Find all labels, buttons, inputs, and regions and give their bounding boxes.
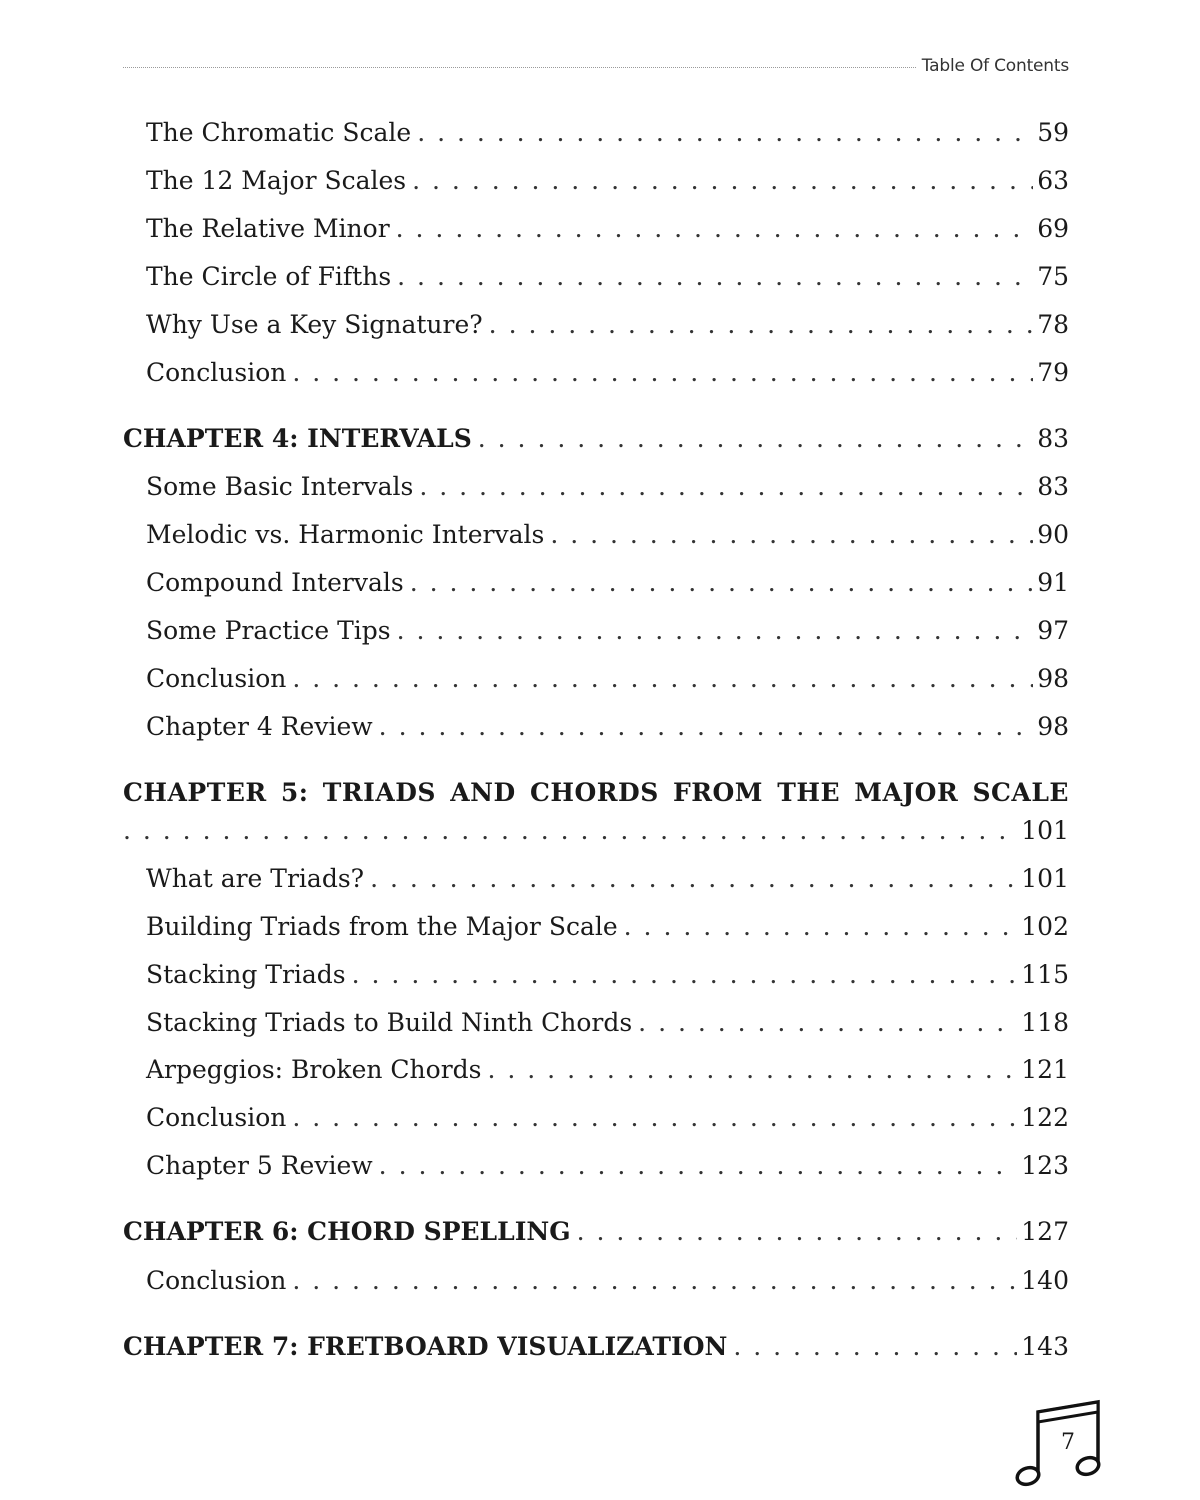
chapter-word: 5:	[280, 778, 309, 807]
chapter-word: AND	[450, 778, 516, 807]
toc-entry-label: Some Practice Tips	[146, 616, 391, 645]
dot-leader	[379, 711, 1034, 743]
toc-entry[interactable]	[146, 663, 1069, 695]
toc-entry-page: 90	[1037, 520, 1069, 549]
toc-entry-label: Why Use a Key Signature?	[146, 310, 483, 339]
toc-entry-page: 78	[1037, 310, 1069, 339]
toc-entry-page: 143	[1021, 1332, 1069, 1361]
toc-entry[interactable]	[146, 117, 1069, 149]
chapter-word: CHAPTER	[123, 778, 267, 807]
toc-entry-label: Chapter 5 Review	[146, 1151, 373, 1180]
dot-leader	[123, 815, 1017, 847]
toc-entry[interactable]	[146, 357, 1069, 389]
toc-entry-label: Melodic vs. Harmonic Intervals	[146, 520, 545, 549]
toc-entry[interactable]	[146, 863, 1069, 895]
toc-entry-label: The Chromatic Scale	[146, 118, 412, 147]
chapter-word: TRIADS	[322, 778, 436, 807]
chapter-word: MAJOR	[854, 778, 959, 807]
toc-entry-page: 115	[1021, 960, 1069, 989]
toc-entry-page: 101	[1021, 864, 1069, 893]
toc-entry[interactable]	[146, 567, 1069, 599]
toc-entry[interactable]	[146, 959, 1069, 991]
toc-entry[interactable]	[146, 615, 1069, 647]
toc-entry-label: The 12 Major Scales	[146, 166, 407, 195]
toc-entry-label: The Circle of Fifths	[146, 262, 392, 291]
dot-leader	[624, 911, 1018, 943]
toc-entry[interactable]	[146, 165, 1069, 197]
toc-chapter-label	[123, 777, 1069, 809]
dot-leader	[292, 357, 1033, 389]
toc-entry[interactable]	[146, 1150, 1069, 1182]
toc-entry-label: The Relative Minor	[146, 214, 390, 243]
toc-entry[interactable]	[146, 1102, 1069, 1134]
toc-entry-page: 123	[1021, 1151, 1069, 1180]
toc-entry-page: 69	[1037, 214, 1069, 243]
dot-leader	[577, 1216, 1018, 1248]
toc-entry-page: 118	[1021, 1008, 1069, 1037]
toc-chapter-label: CHAPTER 7: FRETBOARD VISUALIZATION	[123, 1332, 728, 1361]
toc-entry-label: Some Basic Intervals	[146, 472, 414, 501]
toc-chapter-entry[interactable]	[123, 1331, 1069, 1363]
toc-entry[interactable]	[146, 309, 1069, 341]
toc-chapter-entry[interactable]	[123, 1216, 1069, 1248]
toc-entry-page: 75	[1037, 262, 1069, 291]
toc-entry-page: 83	[1037, 472, 1069, 501]
toc-entry-page: 127	[1021, 1217, 1069, 1246]
toc-entry-page: 101	[1021, 816, 1069, 845]
chapter-word: FROM	[673, 778, 763, 807]
dot-leader	[419, 471, 1033, 503]
dot-leader	[550, 519, 1033, 551]
toc-entry[interactable]	[146, 261, 1069, 293]
toc-entry-page: 83	[1037, 424, 1069, 453]
toc-entry-label: Stacking Triads	[146, 960, 346, 989]
toc-entry[interactable]	[146, 519, 1069, 551]
toc-entry-label: Compound Intervals	[146, 568, 404, 597]
toc-entry-label: Arpeggios: Broken Chords	[146, 1055, 482, 1084]
dot-leader	[733, 1331, 1017, 1363]
toc-entry-label: What are Triads?	[146, 864, 365, 893]
dot-leader	[379, 1150, 1018, 1182]
toc-entry[interactable]	[146, 471, 1069, 503]
chapter-word: CHORDS	[529, 778, 659, 807]
toc-entry-page: 102	[1021, 912, 1069, 941]
toc-chapter-label: CHAPTER 4: INTERVALS	[123, 424, 472, 453]
toc-entry-label: Stacking Triads to Build Ninth Chords	[146, 1008, 633, 1037]
toc-entry[interactable]	[146, 911, 1069, 943]
toc-entry-label: Chapter 4 Review	[146, 712, 373, 741]
toc-entry-label: Conclusion	[146, 1266, 287, 1295]
dot-leader	[412, 165, 1033, 197]
toc-entry-page: 59	[1037, 118, 1069, 147]
toc-entry-page: 63	[1037, 166, 1069, 195]
header-rule	[123, 67, 916, 68]
dot-leader	[488, 1054, 1018, 1086]
toc-entry[interactable]	[146, 1054, 1069, 1086]
dot-leader	[478, 423, 1033, 455]
toc-entry-page: 98	[1037, 712, 1069, 741]
toc-entry-label: Conclusion	[146, 358, 287, 387]
page-number: 7	[1061, 1430, 1075, 1455]
toc-entry[interactable]	[146, 213, 1069, 245]
toc-entry[interactable]	[146, 1265, 1069, 1297]
toc-entry-page: 122	[1021, 1103, 1069, 1132]
toc-entry-label: Conclusion	[146, 1103, 287, 1132]
toc-entry-page: 91	[1037, 568, 1069, 597]
toc-entry-label: Building Triads from the Major Scale	[146, 912, 618, 941]
toc-chapter-label: CHAPTER 6: CHORD SPELLING	[123, 1217, 571, 1246]
dot-leader	[292, 1102, 1017, 1134]
chapter-word: SCALE	[972, 778, 1069, 807]
header-title: Table Of Contents	[921, 56, 1069, 76]
chapter-word: THE	[777, 778, 841, 807]
dot-leader	[397, 615, 1034, 647]
dot-leader	[396, 213, 1034, 245]
toc-chapter-entry[interactable]	[123, 777, 1069, 847]
dot-leader	[417, 117, 1033, 149]
dot-leader	[638, 1007, 1017, 1039]
toc-entry-label: Conclusion	[146, 664, 287, 693]
running-header	[123, 56, 1069, 76]
toc-entry-page: 140	[1021, 1266, 1069, 1295]
toc-entry-page: 98	[1037, 664, 1069, 693]
dot-leader	[352, 959, 1018, 991]
toc-entry[interactable]	[146, 711, 1069, 743]
dot-leader	[410, 567, 1033, 599]
dot-leader	[370, 863, 1017, 895]
dot-leader	[397, 261, 1033, 293]
toc-entry-page: 79	[1037, 358, 1069, 387]
toc-chapter-entry[interactable]	[123, 423, 1069, 455]
toc-entry[interactable]	[146, 1007, 1069, 1039]
dot-leader	[292, 1265, 1017, 1297]
dot-leader	[292, 663, 1033, 695]
toc-entry-page: 121	[1021, 1055, 1069, 1084]
dot-leader	[489, 309, 1034, 341]
toc-entry-page: 97	[1037, 616, 1069, 645]
